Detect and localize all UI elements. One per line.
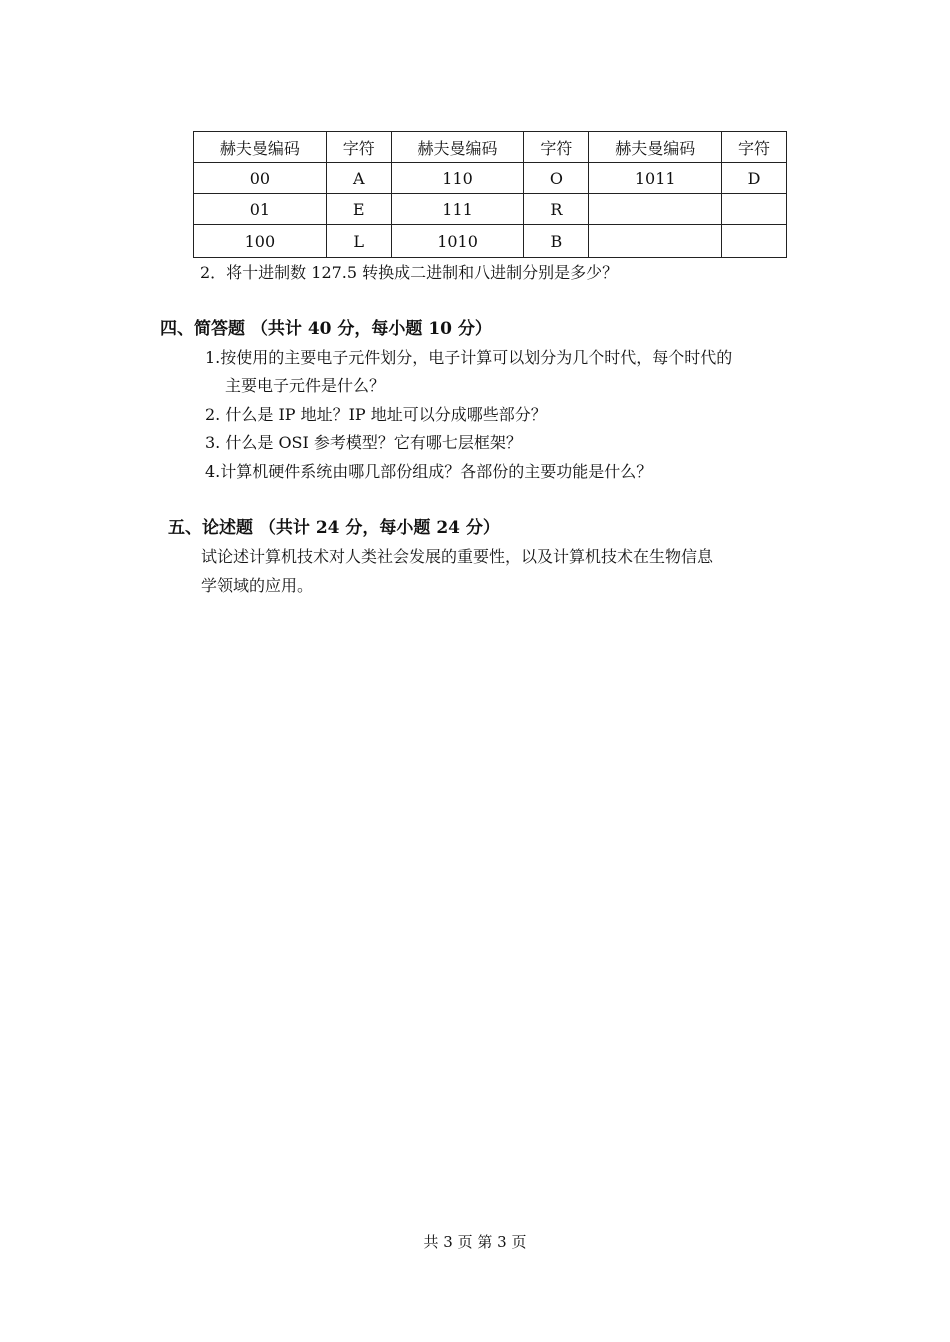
header-cell: 赫夫曼编码: [391, 132, 524, 163]
section-4-question-3: 3. 什么是 OSI 参考模型？它有哪七层框架？: [205, 433, 522, 452]
section-4-question-1-line-1: 1.按使用的主要电子元件划分，电子计算可以划分为几个时代，每个时代的: [205, 348, 733, 367]
table-cell: [589, 225, 722, 258]
header-cell: 赫夫曼编码: [194, 132, 327, 163]
header-cell: 字符: [722, 132, 787, 163]
page-footer: 共 3 页 第 3 页: [423, 1233, 527, 1251]
table-cell: [722, 194, 787, 225]
table-cell: 1011: [589, 163, 722, 194]
question-3-2: 2．将十进制数 127.5 转换成二进制和八进制分别是多少？: [200, 263, 619, 282]
table-header-row: [194, 132, 787, 163]
section-5-title: 五、论述题 （共计 24 分，每小题 24 分）: [168, 518, 500, 538]
table-cell: 100: [194, 225, 327, 258]
section-4-question-4: 4.计算机硬件系统由哪几部份组成？各部份的主要功能是什么？: [205, 462, 653, 481]
table-row: [194, 194, 787, 225]
table-cell: D: [722, 163, 787, 194]
table-cell: 110: [391, 163, 524, 194]
table-cell: [722, 225, 787, 258]
header-cell: 字符: [326, 132, 391, 163]
table-cell: E: [326, 194, 391, 225]
table-cell: B: [524, 225, 589, 258]
huffman-code-table: [193, 131, 787, 258]
table-cell: 00: [194, 163, 327, 194]
section-4-question-2: 2. 什么是 IP 地址？IP 地址可以分成哪些部分？: [205, 405, 547, 424]
table-cell: [589, 194, 722, 225]
table-row: [194, 225, 787, 258]
table-cell: L: [326, 225, 391, 258]
section-5-text-line-1: 试论述计算机技术对人类社会发展的重要性，以及计算机技术在生物信息: [201, 547, 714, 566]
table-cell: A: [326, 163, 391, 194]
table-cell: R: [524, 194, 589, 225]
section-4-title: 四、简答题 （共计 40 分，每小题 10 分）: [160, 319, 492, 339]
section-4-question-1-line-2: 主要电子元件是什么？: [225, 376, 386, 395]
table-cell: 01: [194, 194, 327, 225]
table-cell: O: [524, 163, 589, 194]
table-cell: 111: [391, 194, 524, 225]
header-cell: 赫夫曼编码: [589, 132, 722, 163]
table-cell: 1010: [391, 225, 524, 258]
section-5-text-line-2: 学领域的应用。: [201, 576, 314, 595]
table-row: [194, 163, 787, 194]
header-cell: 字符: [524, 132, 589, 163]
